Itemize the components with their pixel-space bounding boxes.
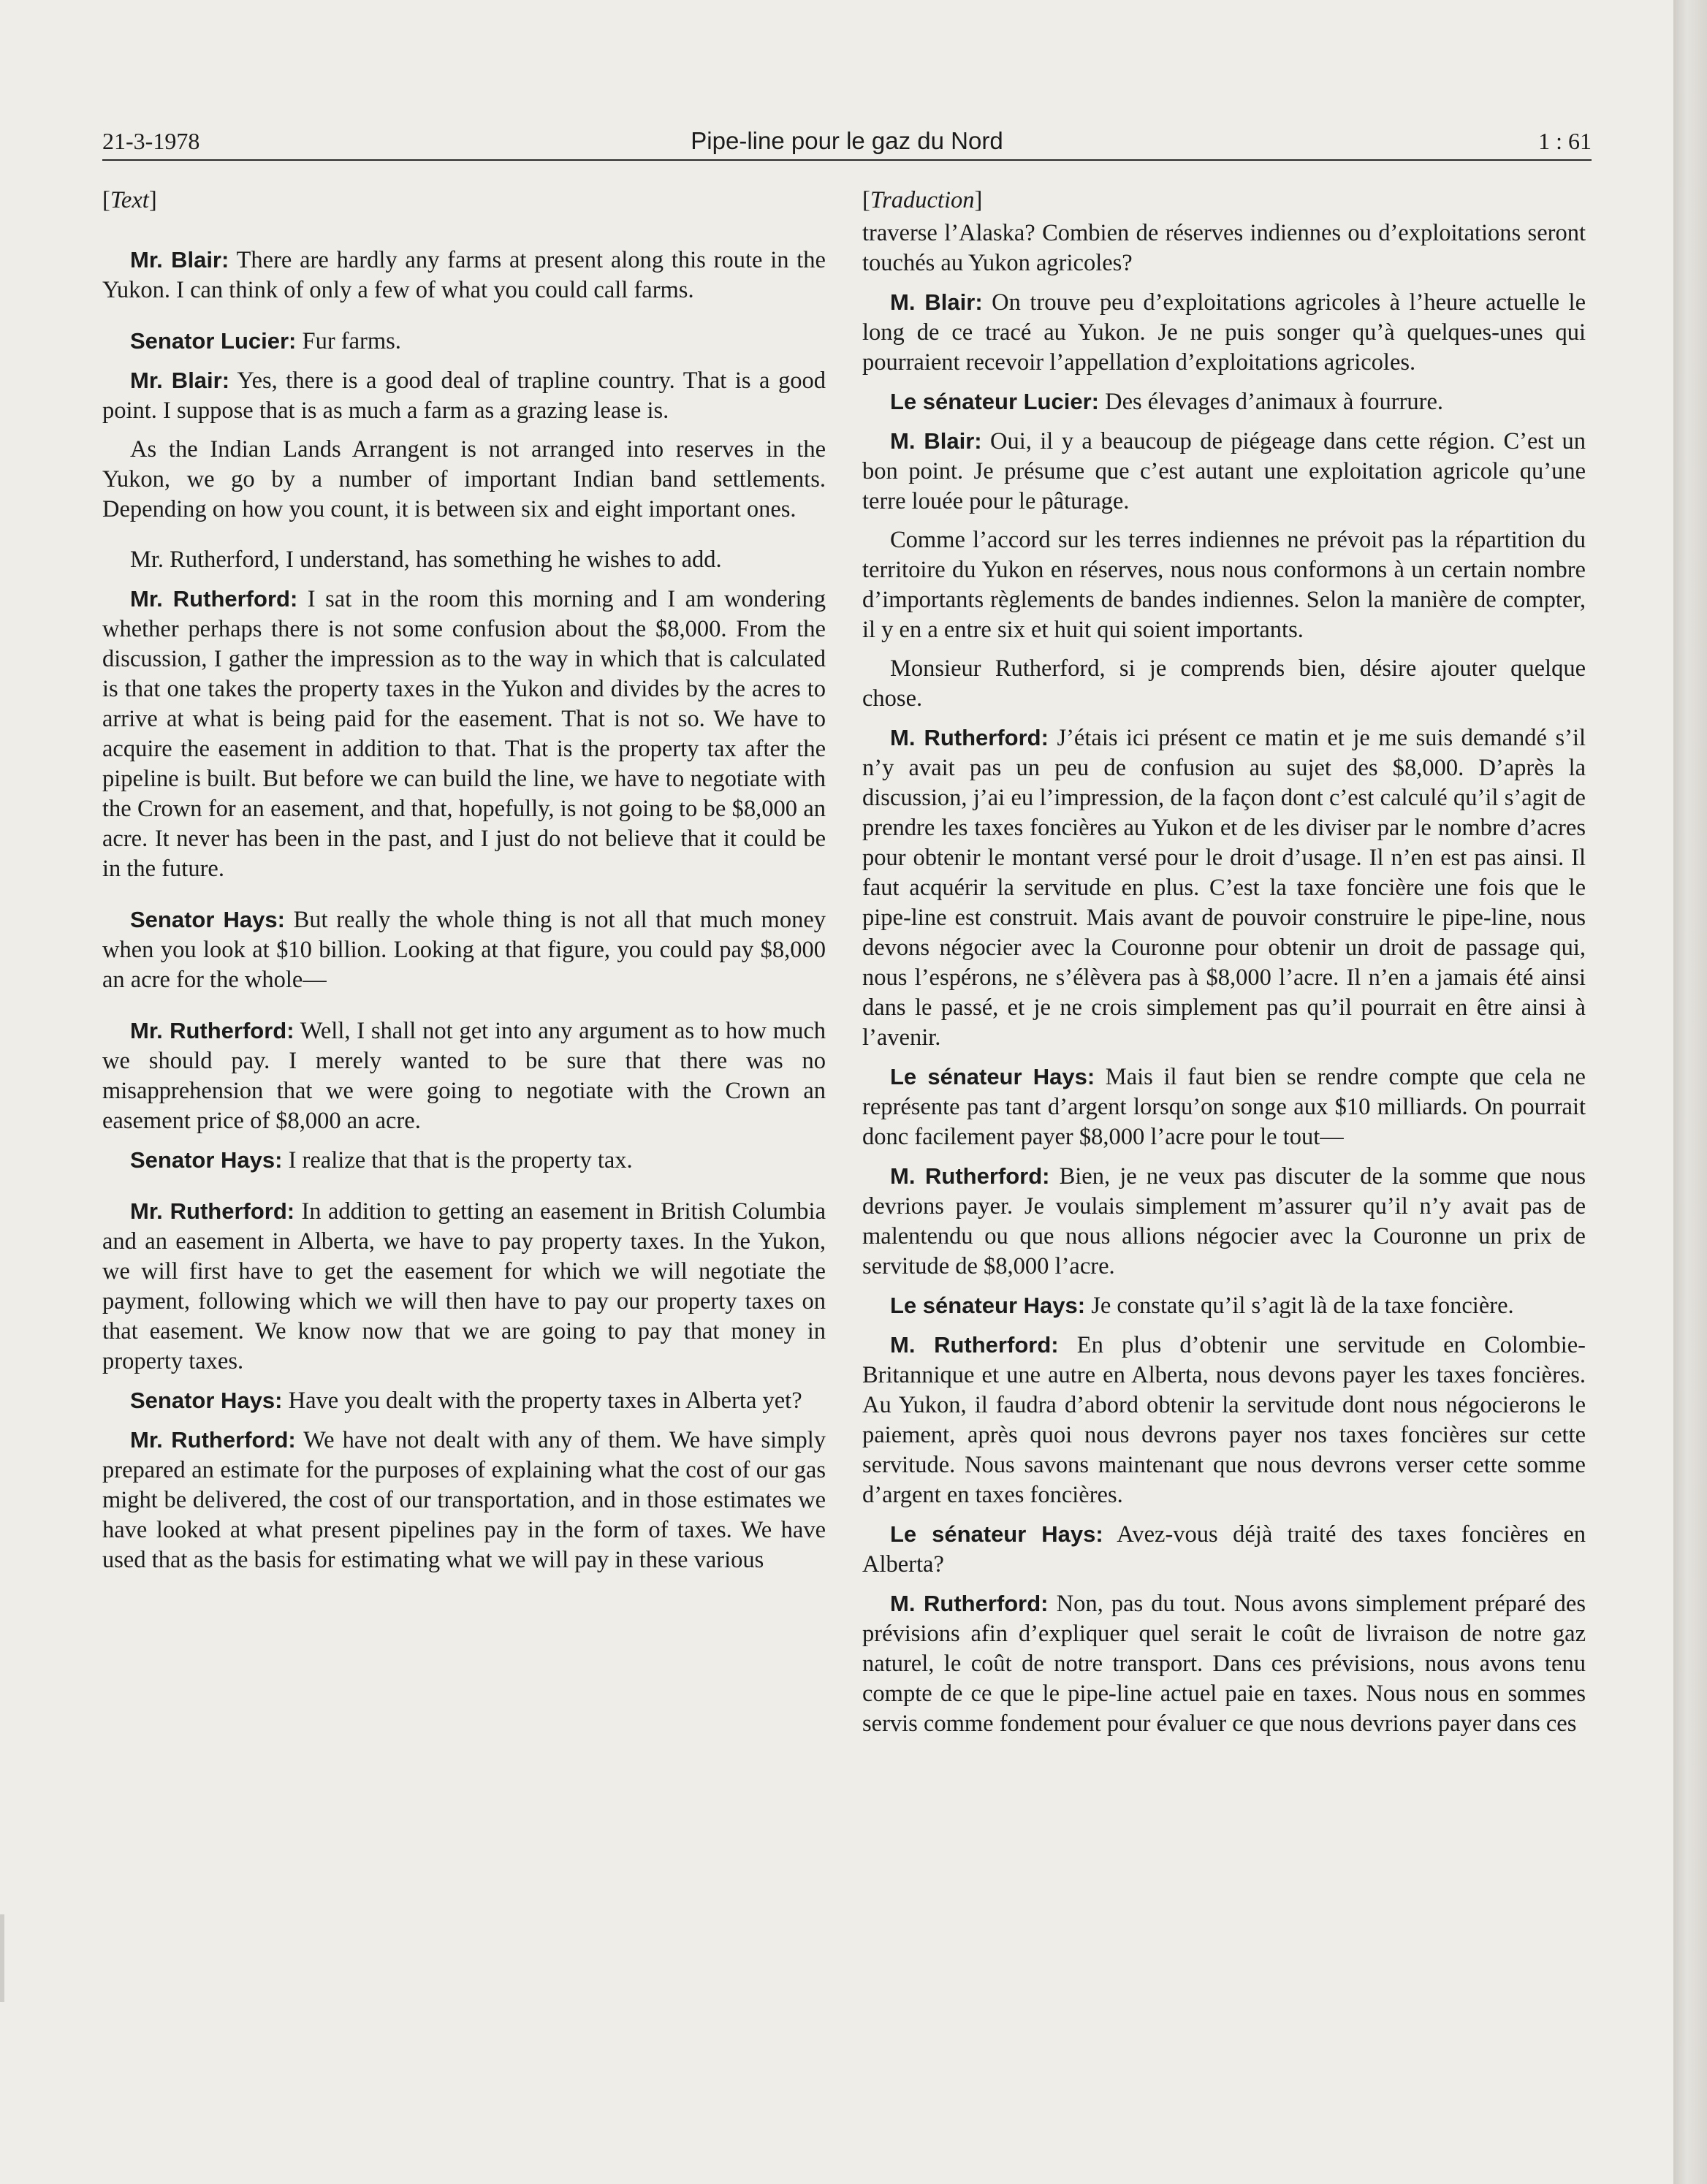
paragraph: Mr. Blair: Yes, there is a good deal of trapline country. That is a good point. I suppose that is as much a farm as a grazing lease is. <box>102 368 826 424</box>
speaker: Le sénateur Hays: <box>890 1521 1103 1547</box>
column-tag: [Traduction] <box>862 187 983 213</box>
speaker: Mr. Rutherford: <box>130 1427 296 1453</box>
paragraph: Senator Hays: I realize that that is the property tax. <box>130 1147 633 1173</box>
paragraph: As the Indian Lands Arrangent is not arranged into reserves in the Yukon, we go by a number of important Indian band settlements. Depending on how you count, it is between six and eight important ones. <box>102 436 826 522</box>
speaker: Senator Hays: <box>130 907 285 932</box>
speaker: Mr. Rutherford: <box>130 1018 294 1043</box>
paragraph: Senator Hays: Have you dealt with the property taxes in Alberta yet? <box>130 1388 802 1414</box>
page-header <box>102 121 1592 161</box>
paragraph: M. Blair: Oui, il y a beaucoup de piégeage dans cette région. C’est un bon point. Je présume que c’est autant une exploitation agricole qu’une terre louée pour le pâturage. <box>862 428 1586 514</box>
english-column <box>102 186 826 1584</box>
paragraph: Mr. Blair: There are hardly any farms at present along this route in the Yukon. I can think of only a few of what you could call farms. <box>102 247 826 303</box>
paragraph: Mr. Rutherford: In addition to getting an easement in British Columbia and an easement in Alberta, we have to pay property taxes. In the Yukon, we will first have to get the easement for which we will negotiate the payment, following which we will then have to pay our property taxes on that easement. We know now that we are going to pay that money in property taxes. <box>102 1198 826 1374</box>
paragraph: Mr. Rutherford: I sat in the room this morning and I am wondering whether perhaps there is not some confusion about the $8,000. From the discussion, I gather the impression as to the way in which that is calculated is that one takes the property taxes in the Yukon and divides by the acres to arrive at what is being paid for the easement. That is not so. We have to acquire the easement in addition to that. That is the property tax after the pipeline is built. But before we can build the line, we have to negotiate with the Crown for an easement, and that, hopefully, is not going to be $8,000 an acre. It never has been in the past, and I just do not believe that it could be in the future. <box>102 586 826 882</box>
page-edge <box>1673 0 1707 2184</box>
header-date: 21-3-1978 <box>102 128 200 154</box>
paragraph: traverse l’Alaska? Combien de réserves indiennes ou d’exploitations seront touchés au Yukon agricoles? <box>862 220 1586 276</box>
paragraph: M. Blair: On trouve peu d’exploitations agricoles à l’heure actuelle le long de ce tracé au Yukon. Je ne puis songer qu’à quelques-unes qui pourraient recevoir l’appellation d’exploitations agricoles. <box>862 289 1586 376</box>
paragraph: Le sénateur Hays: Je constate qu’il s’agit là de la taxe foncière. <box>890 1293 1514 1319</box>
paragraph: M. Rutherford: En plus d’obtenir une servitude en Colombie-Britannique et une autre en Alberta, nous devons payer les taxes foncières. Au Yukon, il faudra d’abord obtenir la servitude dont nous négocierons le paiement, après quoi nous devrons payer nos taxes foncières sur cette servitude. Nous savons maintenant que nous devrons verser cette somme d’argent en taxes foncières. <box>862 1332 1586 1508</box>
speaker: M. Blair: <box>890 289 983 315</box>
paragraph: Mr. Rutherford: Well, I shall not get into any argument as to how much we should pay. I merely wanted to be sure that there was no misapprehension that we were going to negotiate with the Crown an easement price of $8,000 an acre. <box>102 1018 826 1134</box>
paragraph: Mr. Rutherford: We have not dealt with any of them. We have simply prepared an estimate for the purposes of explaining what the cost of our gas might be delivered, the cost of our transportation, and in those estimates we have looked at what present pipelines pay in the form of taxes. We have used that as the basis for estimating what we will pay in these various <box>102 1427 826 1573</box>
paragraph: Le sénateur Hays: Avez-vous déjà traité des taxes foncières en Alberta? <box>862 1521 1586 1578</box>
header-title: Pipe-line pour le gaz du Nord <box>691 127 1003 154</box>
paragraph: M. Rutherford: Non, pas du tout. Nous avons simplement préparé des prévisions afin d’expliquer quel serait le coût de livraison de notre gaz naturel, le coût de notre transport. Dans ces prévisions, nous avons tenu compte de ce que le pipe-line actuel paie en taxes. Nous nous en sommes servis comme fondement pour évaluer ce que nous devrions payer dans ces <box>862 1591 1586 1737</box>
header-page-number: 1 : 61 <box>1538 128 1592 154</box>
speaker: Senator Lucier: <box>130 328 297 354</box>
french-column <box>862 186 1586 1748</box>
speaker: Mr. Blair: <box>130 368 230 393</box>
speaker: Mr. Rutherford: <box>130 586 298 612</box>
speaker: Le sénateur Hays: <box>890 1064 1095 1089</box>
speaker: Senator Hays: <box>130 1147 283 1173</box>
speaker: M. Rutherford: <box>890 725 1049 750</box>
scan-margin-mark <box>0 1914 4 2002</box>
paragraph: Monsieur Rutherford, si je comprends bien, désire ajouter quelque chose. <box>862 655 1586 712</box>
paragraph: Comme l’accord sur les terres indiennes ne prévoit pas la répartition du territoire du Yukon en réserves, nous nous conformons à un certain nombre d’importants règlements de bandes indiennes. Selon la manière de compter, il y en a entre six et huit qui soient importants. <box>862 527 1586 643</box>
speaker: M. Blair: <box>890 428 982 454</box>
paragraph: Mr. Rutherford, I understand, has something he wishes to add. <box>130 547 722 573</box>
speaker: Senator Hays: <box>130 1388 283 1413</box>
speaker: Mr. Rutherford: <box>130 1198 295 1224</box>
paragraph: Le sénateur Hays: Mais il faut bien se rendre compte que cela ne représente pas tant d’argent lorsqu’on songe aux $10 milliards. On pourrait donc facilement payer $8,000 l’acre pour le tout— <box>862 1064 1586 1150</box>
speaker: Le sénateur Hays: <box>890 1293 1086 1318</box>
speaker: Mr. Blair: <box>130 247 229 273</box>
speaker: M. Rutherford: <box>890 1163 1050 1189</box>
paragraph: Le sénateur Lucier: Des élevages d’animaux à fourrure. <box>890 389 1444 415</box>
speaker: M. Rutherford: <box>890 1591 1049 1616</box>
paragraph: Senator Hays: But really the whole thing is not all that much money when you look at $10 billion. Looking at that figure, you could pay $8,000 an acre for the whole— <box>102 907 826 993</box>
paragraph: M. Rutherford: Bien, je ne veux pas discuter de la somme que nous devrions payer. Je voulais simplement m’assurer qu’il n’y avait pas de malentendu ou que nous allions négocier avec la Couronne un prix de servitude de $8,000 l’acre. <box>862 1163 1586 1279</box>
speaker: M. Rutherford: <box>890 1332 1059 1358</box>
paragraph: M. Rutherford: J’étais ici présent ce matin et je me suis demandé s’il n’y avait pas un peu de confusion au sujet des $8,000. D’après la discussion, j’ai eu l’impression, de la façon dont c’est calculé qu’il s’agit de prendre les taxes foncières au Yukon et de les diviser par le nombre d’acres pour obtenir le montant versé pour le droit d’usage. Il n’en est pas ainsi. Il faut acquérir la servitude en plus. C’est la taxe foncière une fois que le pipe-line est construit. Mais avant de pouvoir construire le pipe-line, nous devons négocier avec la Couronne pour obtenir un droit de passage qui, nous l’espérons, ne s’élèvera pas à $8,000 l’acre. Il n’en a jamais été ainsi dans le passé, et je ne crois simplement pas qu’il pourrait en être ainsi à l’avenir. <box>862 725 1586 1051</box>
column-tag: [Text] <box>102 187 157 213</box>
paragraph: Senator Lucier: Fur farms. <box>130 328 401 354</box>
speaker: Le sénateur Lucier: <box>890 389 1099 414</box>
